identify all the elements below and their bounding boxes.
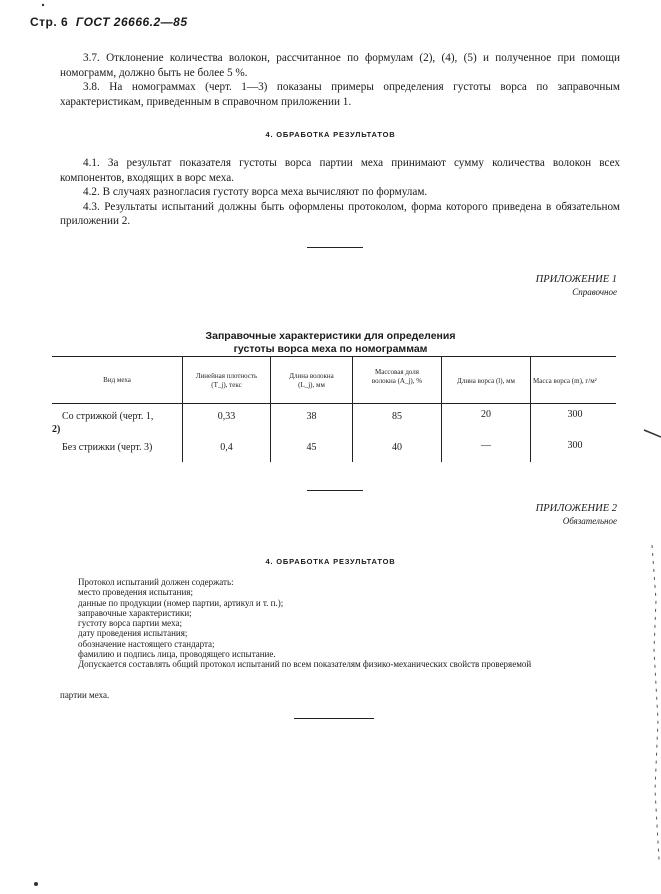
row2-mass: 300 [567, 440, 583, 451]
appendix1-title: ПРИЛОЖЕНИЕ 1 [535, 274, 617, 285]
paragraph-4-2: 4.2. В случаях разногласия густоту ворса меха вычисляют по формулам. [83, 186, 428, 199]
row2-length: 45 [306, 442, 317, 453]
row2-density: 0,4 [220, 442, 233, 453]
appendix2-subtitle: Обязательное [562, 516, 617, 526]
protocol-line: дату проведения испытания; [78, 628, 188, 639]
row1-share: 85 [392, 411, 402, 422]
paragraph-4-1: 4.1. За результат показателя густоты ворса партии меха принимают сумму количества волокон всех компонентов, входящих в ворс меха. [60, 157, 620, 184]
protocol-line: данные по продукции (номер партии, артикул и т. п.); [78, 597, 284, 608]
paragraph-3-7: 3.7. Отклонение количества волокон, рассчитанное по формулам (2), (4), (5) и полученное при помощи номограмм, должно быть не более 5 %. [60, 52, 620, 79]
row1-density: 0,33 [217, 411, 236, 422]
row2-fur-type: Без стрижки (черт. 3) [62, 442, 153, 453]
row1-length: 38 [306, 411, 317, 422]
protocol-line: Допускается составлять общий протокол испытаний по всем показателям физико-механических свойств проверяемой [78, 659, 532, 670]
header-linear-density: Линейная плотность (T_j), текс [195, 372, 258, 389]
protocol-line: густоту ворса партии меха; [78, 618, 182, 629]
page-number: Стр. 6 [30, 15, 69, 29]
table-title-line2: густоты ворса меха по номограммам [233, 342, 428, 355]
protocol-line: обозначение настоящего стандарта; [78, 638, 215, 649]
row2-pile-length: — [481, 440, 491, 451]
header-fiber-length: Длина волокна (L_j), мм [289, 372, 334, 389]
row1-fur-type: Со стрижкой (черт. 1, [62, 411, 154, 422]
protocol-line: Протокол испытаний должен содержать: [78, 577, 234, 587]
paragraph-4-3: 4.3. Результаты испытаний должны быть оформлены протоколом, форма которого приведена в обязательном приложении 2. [60, 200, 620, 228]
protocol-line: место проведения испытания; [78, 587, 193, 598]
appendix2-section-title: 4. ОБРАБОТКА РЕЗУЛЬТАТОВ [265, 557, 396, 566]
header-fur-type: Вид меха [103, 376, 131, 384]
protocol-line: заправочные характеристики; [78, 607, 192, 618]
header-mass-share: Массовая доля волокна (A_j), % [371, 368, 423, 385]
table-title-line1: Заправочные характеристики для определения [205, 330, 456, 342]
row1-fur-type-cont: 2) [52, 424, 61, 435]
protocol-line-cont: партии меха. [60, 690, 110, 700]
standard-number: ГОСТ 26666.2—85 [75, 15, 188, 29]
row2-share: 40 [392, 442, 402, 453]
paragraph-3-8: 3.8. На номограммах (черт. 1—3) показаны примеры определения густоты ворса по заправочным характеристикам, приведенным в справочном приложении 1. [60, 81, 620, 108]
appendix2-title: ПРИЛОЖЕНИЕ 2 [535, 503, 617, 514]
header-pile-mass: Масса ворса (m), г/м² [533, 377, 597, 385]
row1-mass: 300 [567, 409, 583, 420]
section4-title: 4. ОБРАБОТКА РЕЗУЛЬТАТОВ [265, 130, 396, 139]
appendix1-subtitle: Справочное [572, 287, 617, 297]
row1-pile-length: 20 [481, 409, 491, 420]
protocol-line: фамилию и подпись лица, проводящего испытание. [78, 649, 276, 660]
header-pile-length: Длина ворса (l), мм [457, 377, 515, 385]
